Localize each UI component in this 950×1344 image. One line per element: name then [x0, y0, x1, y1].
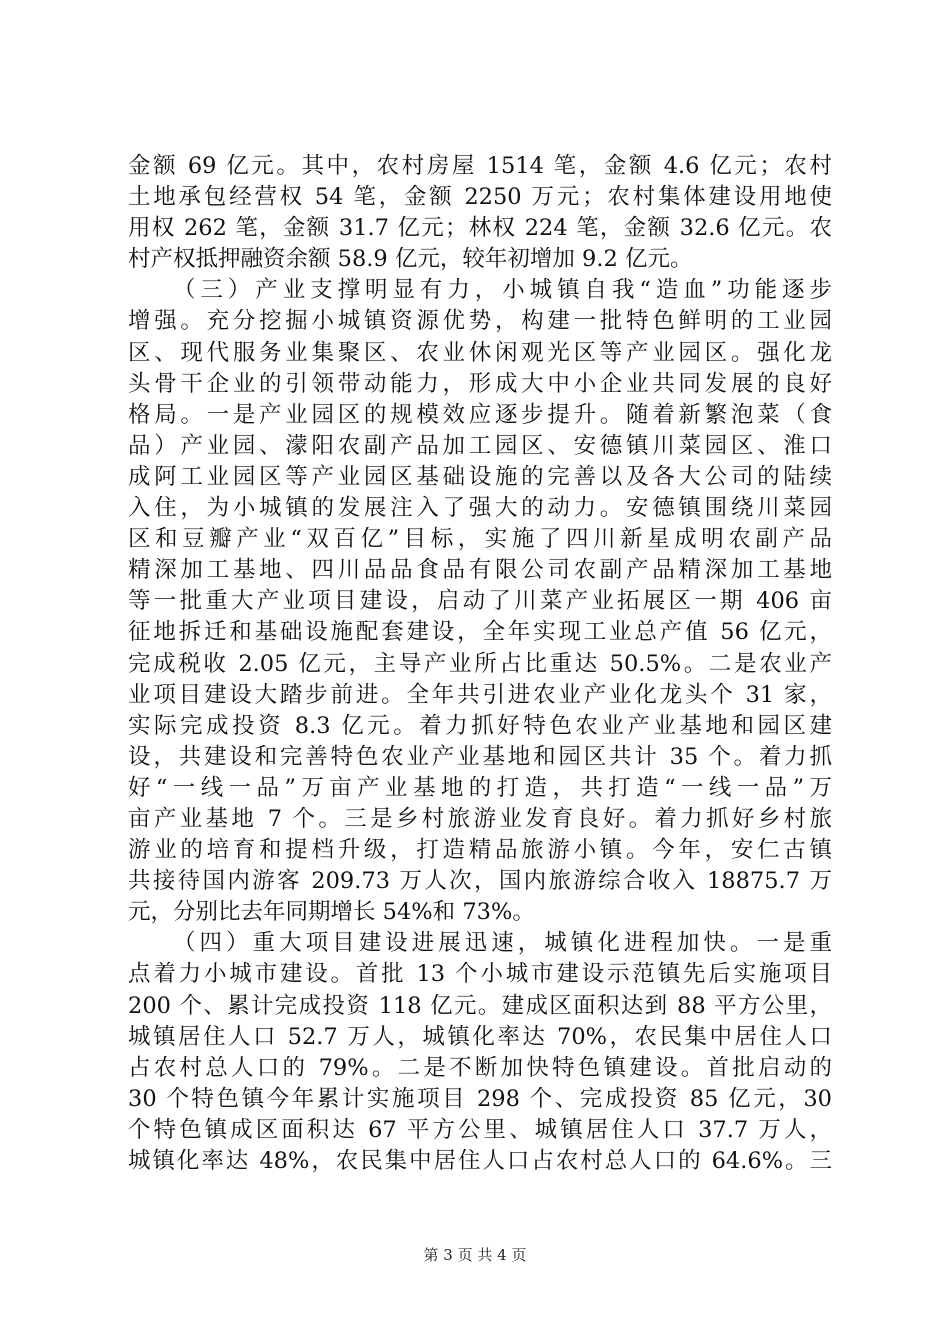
text-line: （四）重大项目建设进展迅速，城镇化进程加快。一是重 [173, 930, 832, 957]
text-line: 30 个特色镇今年累计实施项目 298 个、完成投资 85 亿元，30 [128, 1085, 832, 1112]
text-line: 城镇化率达 48%，农民集中居住人口占农村总人口的 64.6%。三 [128, 1148, 832, 1174]
text-line: 游业的培育和提档升级，打造精品旅游小镇。今年，安仁古镇 [128, 837, 832, 864]
text-line: 设，共建设和完善特色农业产业基地和园区共计 35 个。着力抓 [128, 743, 832, 770]
text-line: 品）产业园、濛阳农副产品加工园区、安德镇川菜园区、淮口 [128, 432, 832, 459]
text-line: 占农村总人口的 79%。二是不断加快特色镇建设。首批启动的 [128, 1054, 832, 1081]
text-line: 金额 69 亿元。其中，农村房屋 1514 笔，金额 4.6 亿元；农村 [128, 153, 832, 179]
document-body [128, 151, 832, 1177]
text-line: 等一批重大产业项目建设，启动了川菜产业拓展区一期 406 亩 [128, 588, 832, 615]
text-line: 业项目建设大踏步前进。全年共引进农业产业化龙头个 31 家， [128, 681, 832, 708]
text-line: 元，分别比去年同期增长 54%和 73%。 [128, 899, 535, 926]
text-line: 实际完成投资 8.3 亿元。着力抓好特色农业产业基地和园区建 [128, 712, 832, 739]
text-line: 成阿工业园区等产业园区基础设施的完善以及各大公司的陆续 [128, 463, 832, 490]
text-line: 好“一线一品”万亩产业基地的打造，共打造“一线一品”万 [128, 774, 832, 801]
text-line: 用权 262 笔，金额 31.7 亿元；林权 224 笔，金额 32.6 亿元。农 [128, 215, 832, 242]
text-line: 共接待国内游客 209.73 万人次，国内旅游综合收入 18875.7 万 [128, 868, 832, 895]
text-line: 村产权抵押融资余额 58.9 亿元，较年初增加 9.2 亿元。 [128, 246, 693, 273]
text-line: 精深加工基地、四川品品食品有限公司农副产品精深加工基地 [128, 557, 832, 584]
text-line: 城镇居住人口 52.7 万人，城镇化率达 70%，农民集中居住人口 [128, 1023, 832, 1050]
text-line: 区和豆瓣产业“双百亿”目标，实施了四川新星成明农副产品 [128, 526, 832, 553]
page-footer: 第 3 页 共 4 页 [423, 1246, 527, 1264]
text-line: 完成税收 2.05 亿元，主导产业所占比重达 50.5%。二是农业产 [128, 650, 832, 677]
text-line: 入住，为小城镇的发展注入了强大的动力。安德镇围绕川菜园 [128, 495, 832, 522]
text-line: 格局。一是产业园区的规模效应逐步提升。随着新繁泡菜（食 [128, 401, 832, 428]
text-line: 增强。充分挖掘小城镇资源优势，构建一批特色鲜明的工业园 [128, 308, 832, 335]
text-line: 头骨干企业的引领带动能力，形成大中小企业共同发展的良好 [128, 370, 832, 397]
text-line: 征地拆迁和基础设施配套建设，全年实现工业总产值 56 亿元， [128, 619, 832, 646]
text-line: （三）产业支撑明显有力，小城镇自我“造血”功能逐步 [173, 277, 832, 304]
text-line: 个特色镇成区面积达 67 平方公里、城镇居住人口 37.7 万人， [128, 1116, 832, 1143]
text-line: 亩产业基地 7 个。三是乡村旅游业发育良好。着力抓好乡村旅 [128, 805, 832, 832]
text-line: 区、现代服务业集聚区、农业休闲观光区等产业园区。强化龙 [128, 339, 832, 366]
text-line: 土地承包经营权 54 笔，金额 2250 万元；农村集体建设用地使 [128, 184, 832, 211]
text-line: 点着力小城市建设。首批 13 个小城市建设示范镇先后实施项目 [128, 961, 832, 988]
text-line: 200 个、累计完成投资 118 亿元。建成区面积达到 88 平方公里， [128, 992, 832, 1019]
